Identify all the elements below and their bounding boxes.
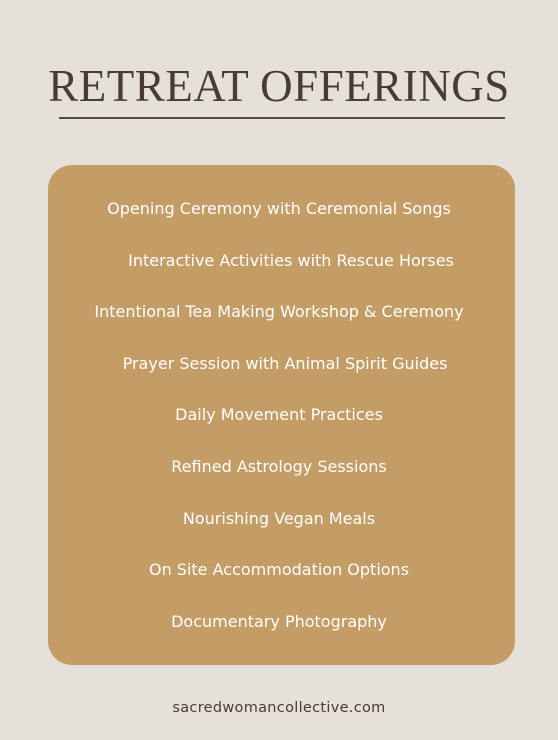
offering-vegan-meals: Nourishing Vegan Meals — [182, 509, 376, 528]
offering-rescue-horses: Interactive Activities with Rescue Horses — [128, 251, 454, 270]
page-title: RETREAT OFFERINGS — [48, 61, 510, 111]
offering-opening-ceremony: Opening Ceremony with Ceremonial Songs — [107, 199, 451, 218]
offering-astrology-sessions: Refined Astrology Sessions — [171, 457, 387, 476]
offering-prayer-session: Prayer Session with Animal Spirit Guides — [122, 354, 448, 373]
offering-movement-practices: Daily Movement Practices — [175, 405, 383, 424]
offering-accommodation: On Site Accommodation Options — [148, 560, 410, 579]
title-divider — [59, 117, 505, 119]
offering-photography: Documentary Photography — [171, 612, 387, 631]
offering-tea-workshop: Intentional Tea Making Workshop & Ceremony — [94, 302, 464, 321]
website-footer: sacredwomancollective.com — [172, 700, 386, 716]
